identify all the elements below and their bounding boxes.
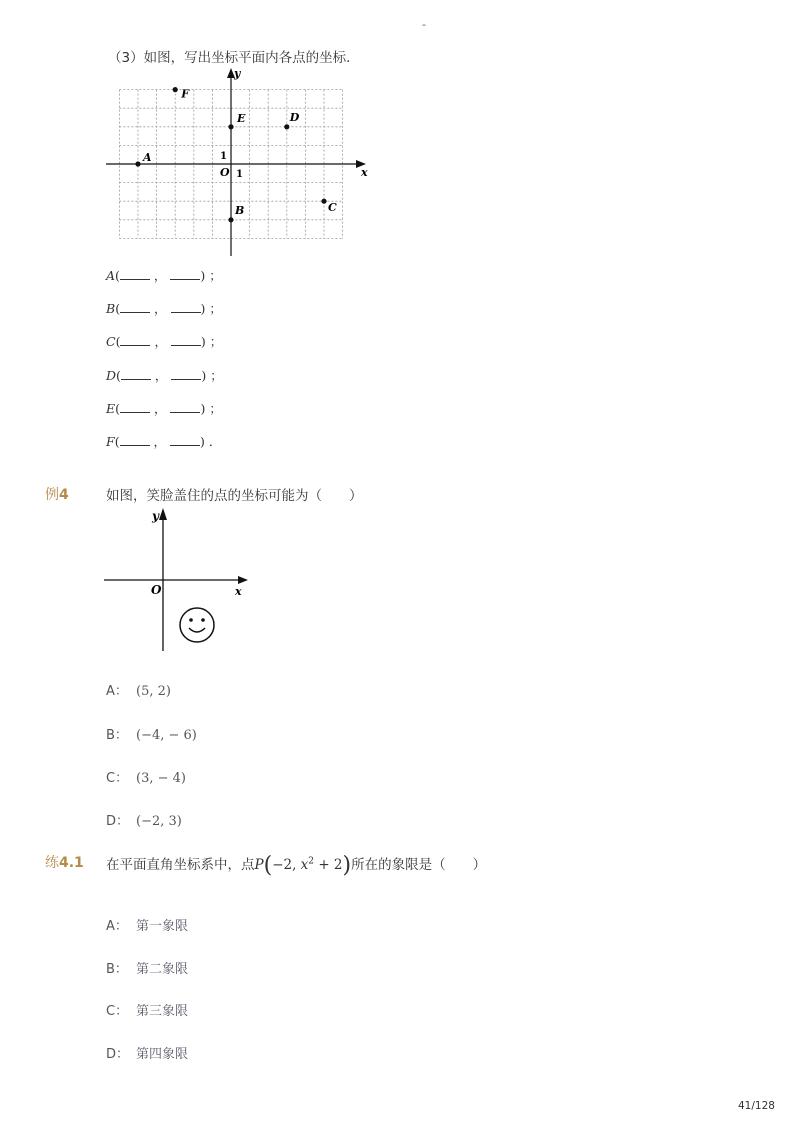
blank-x[interactable] [120,401,150,413]
x-axis-label: x [361,166,368,179]
blank-x[interactable] [120,268,150,280]
coordinate-grid-figure [104,66,374,262]
practice-4-1-question [106,853,486,878]
blank-y[interactable] [170,401,200,413]
x-axis-label: x [235,585,242,598]
close-paren: ) [342,853,352,878]
coord-exponent: 2 [308,856,315,867]
option-text: (5, 2) [136,684,171,699]
example-4-question: 如图，笑脸盖住的点的坐标可能为（ ） [106,488,363,504]
option-letter: B： [106,728,128,743]
question-text-after: 所在的象限是（ ） [351,857,487,873]
point-a [135,161,140,166]
x-tick-1: 1 [236,169,243,180]
open-paren: ( [115,301,121,316]
comma: ， [150,368,172,383]
option-letter: A： [106,684,128,699]
answer-row-d [106,366,223,384]
point-c [321,199,326,204]
row-point-label: A [106,268,116,283]
practice-number: 4.1 [59,855,84,871]
example-4-tag [45,484,69,504]
practice-option-a[interactable] [106,915,188,934]
comma: ， [149,434,171,449]
option-letter: C： [106,771,129,786]
coord-variable: x [300,857,309,873]
practice-option-d[interactable] [106,1043,188,1062]
close-paren: ) ． [200,434,222,449]
option-text: (−4, − 6) [136,728,197,743]
practice-4-1-tag [45,852,84,872]
row-point-label: B [106,301,116,316]
smiley-face-icon [180,608,214,642]
header-mark: - [422,18,426,31]
point-d [284,124,289,129]
open-paren: ( [114,434,120,449]
answer-row-b [106,299,222,317]
blank-y[interactable] [170,434,200,446]
close-paren: ) ； [200,268,222,283]
point-label-e: E [237,111,246,125]
option-letter: A： [106,919,128,934]
row-point-label: F [106,434,115,449]
y-tick-1: 1 [220,151,227,162]
example-4-option-b[interactable] [106,724,197,743]
example-number: 4 [59,487,69,503]
blank-x[interactable] [120,301,150,313]
close-paren: ) ； [200,301,222,316]
option-text: 第二象限 [136,962,189,977]
y-axis-label: y [152,509,159,523]
row-point-label: C [106,334,116,349]
blank-y[interactable] [171,301,201,313]
close-paren: ) ； [201,368,223,383]
answer-row-f [106,432,221,450]
row-point-label: D [106,368,117,383]
blank-x[interactable] [121,368,151,380]
option-text: 第四象限 [136,1047,189,1062]
close-paren: ) ； [200,401,222,416]
practice-option-b[interactable] [106,958,188,977]
practice-option-c[interactable] [106,1000,188,1019]
origin-label: O [151,583,162,597]
option-text: (3, − 4) [136,771,186,786]
example-4-option-c[interactable] [106,767,186,786]
point-label-b: B [235,203,245,217]
comma: ， [150,301,171,316]
comma: ， [150,334,171,349]
comma: ， [150,401,171,416]
coord-first: −2, [272,857,301,873]
question-text-before: 在平面直角坐标系中，点 [106,857,255,873]
practice-tag-char: 练 [45,855,59,871]
point-e [228,124,233,129]
blank-x[interactable] [120,334,150,346]
example-tag-char: 例 [45,487,59,503]
option-text: (−2, 3) [136,814,182,829]
open-paren: ( [263,853,273,878]
y-axis-arrow [159,508,167,520]
smiley-axes-figure [104,506,254,656]
point-f [173,87,178,92]
point-label-c: C [328,201,337,215]
close-paren: ) ； [200,334,223,349]
option-letter: C： [106,1004,129,1019]
blank-x[interactable] [120,434,150,446]
option-letter: D： [106,814,130,829]
coord-rest: + 2 [314,857,343,873]
answer-row-e [106,399,222,417]
answer-row-a [106,266,222,284]
page-number: 41/128 [738,1100,775,1112]
option-text: 第三象限 [136,1004,189,1019]
point-label-f: F [181,87,190,101]
comma: ， [149,268,171,283]
part3-prompt: （3）如图，写出坐标平面内各点的坐标． [108,50,360,66]
blank-y[interactable] [171,334,201,346]
y-axis-label: y [234,67,241,80]
point-name: P [254,857,264,873]
open-paren: ( [115,334,121,349]
example-4-option-d[interactable] [106,810,182,829]
point-label-d: D [289,110,300,124]
open-paren: ( [116,368,121,383]
option-letter: D： [106,1047,130,1062]
option-letter: B： [106,962,128,977]
row-point-label: E [106,401,116,416]
open-paren: ( [115,401,121,416]
open-paren: ( [115,268,120,283]
example-4-option-a[interactable] [106,680,171,699]
point-b [228,217,233,222]
answer-row-c [106,332,222,350]
blank-y[interactable] [171,368,201,380]
x-axis-arrow [238,576,248,584]
point-label-a: A [143,151,152,164]
blank-y[interactable] [170,268,200,280]
origin-label: O [220,166,230,179]
option-text: 第一象限 [136,919,189,934]
